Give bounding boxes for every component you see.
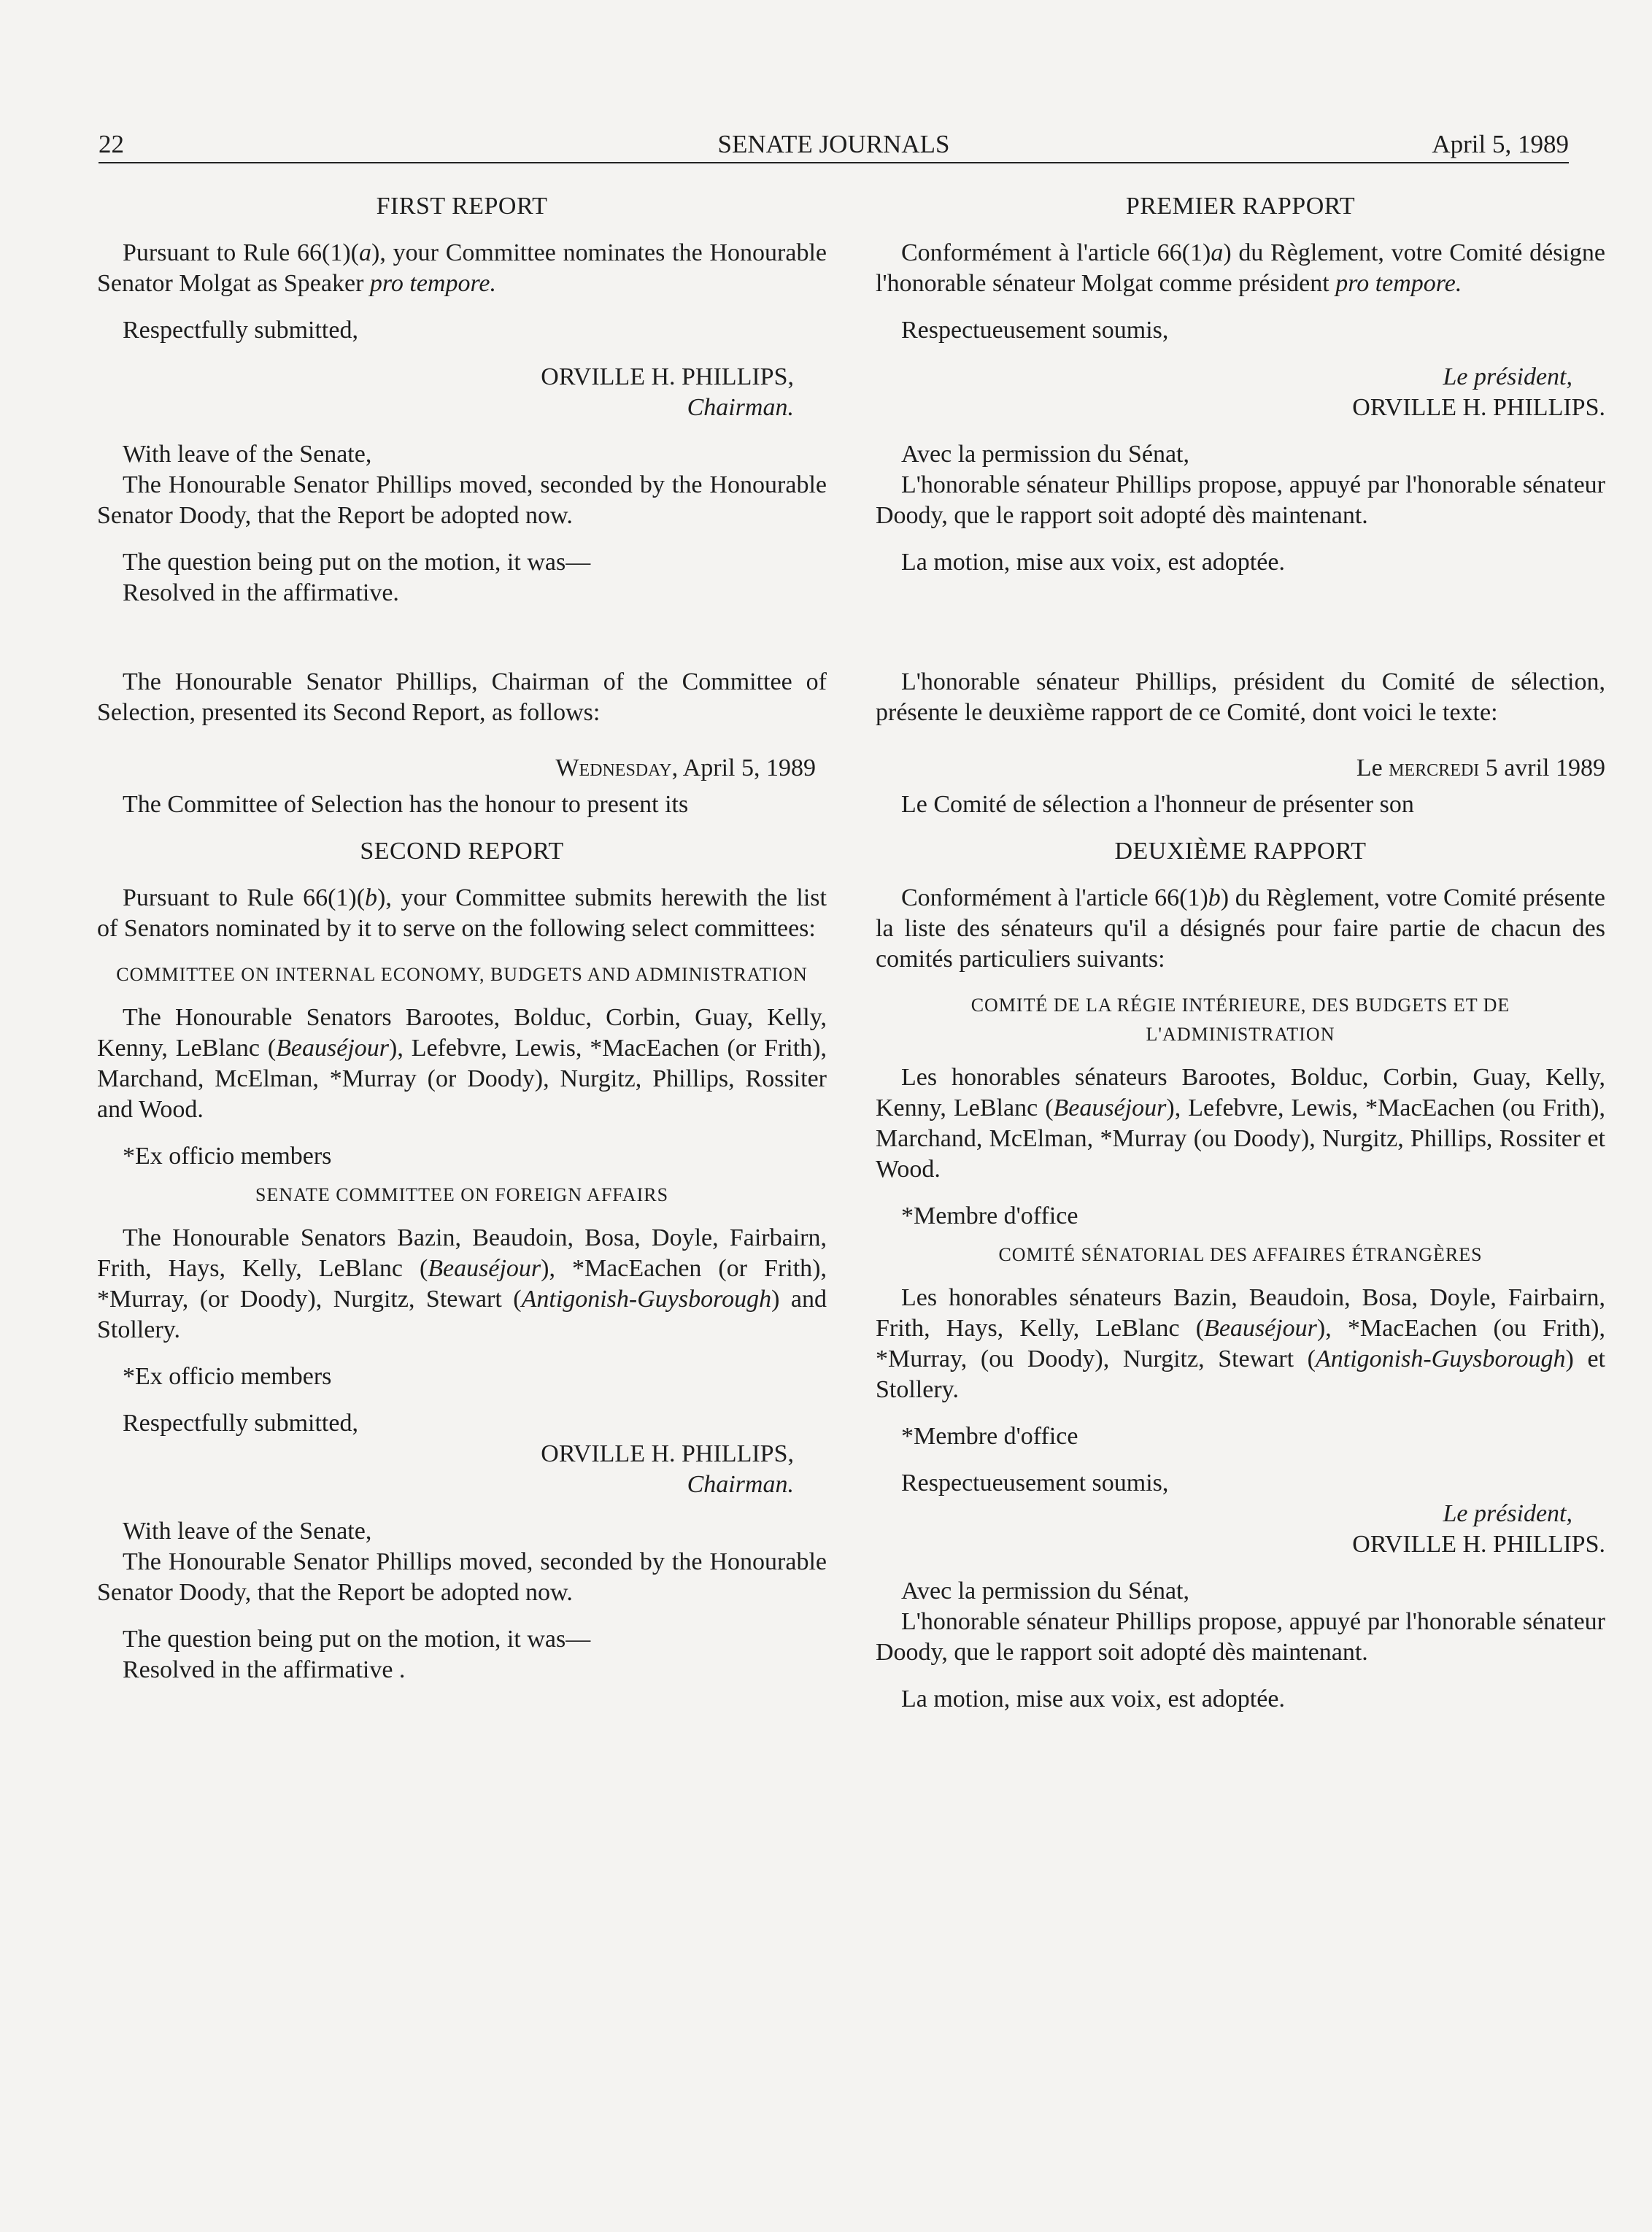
first-report-text: Pursuant to Rule 66(1)(a), your Committee nominates the Honourable Senator Molgat as Speaker pro tempore. — [97, 239, 827, 297]
motion-text: L'honorable sénateur Phillips propose, appuyé par l'honorable sénateur Doody, que le rapport soit adopté dès maintenant. — [876, 471, 1605, 529]
journal-title: SENATE JOURNALS — [717, 130, 950, 158]
committee-internal-economy-title: COMMITTEE ON INTERNAL ECONOMY, BUDGETS AND ADMINISTRATION — [116, 964, 808, 985]
motion-text: L'honorable sénateur Phillips propose, appuyé par l'honorable sénateur Doody, que le rapport soit adopté dès maintenant. — [876, 1608, 1605, 1666]
second-report-text: Conformément à l'article 66(1)b) du Règlement, votre Comité présente la liste des sénateurs qu'il a désignés pour faire partie de chacun des comités particuliers suivants: — [876, 884, 1605, 973]
honour-line: Le Comité de sélection a l'honneur de présenter son — [901, 791, 1414, 818]
chairman-title: Le président, — [1443, 363, 1572, 390]
ex-officio-note: *Ex officio members — [123, 1143, 332, 1170]
first-report-text: Conformément à l'article 66(1)a) du Règlement, votre Comité désigne l'honorable sénateur Molgat comme président pro tempore. — [876, 239, 1605, 297]
ex-officio-note: *Membre d'office — [901, 1423, 1078, 1450]
committee-foreign-affairs-title: SENATE COMMITTEE ON FOREIGN AFFAIRS — [255, 1184, 669, 1205]
respectfully-submitted: Respectueusement soumis, — [901, 1470, 1169, 1497]
leave-of-senate: Avec la permission du Sénat, — [901, 1578, 1190, 1605]
french-column — [876, 191, 1605, 1715]
header-date: April 5, 1989 — [1432, 130, 1569, 158]
ex-officio-note: *Membre d'office — [901, 1202, 1078, 1229]
motion-text: The Honourable Senator Phillips moved, seconded by the Honourable Senator Doody, that the Report be adopted now. — [97, 471, 827, 529]
resolved-text: La motion, mise aux voix, est adoptée. — [901, 1685, 1285, 1712]
report-date: Le mercredi 5 avril 1989 — [1356, 754, 1605, 781]
second-report-heading: SECOND REPORT — [360, 838, 564, 865]
ex-officio-note: *Ex officio members — [123, 1363, 332, 1390]
committee-foreign-affairs-members: The Honourable Senators Bazin, Beaudoin, Bosa, Doyle, Fairbairn, Frith, Hays, Kelly, LeBlanc (Beauséjour), *MacEachen (or Frith), *Murray, (or Doody), Nurgitz, Stewart (Antigonish-Guysborough) and Stollery. — [97, 1224, 827, 1343]
second-report-heading: DEUXIÈME RAPPORT — [1114, 838, 1367, 865]
chairman-name: ORVILLE H. PHILLIPS, — [541, 363, 794, 390]
chairman-name: ORVILLE H. PHILLIPS, — [541, 1440, 794, 1467]
english-column — [97, 191, 827, 1685]
second-report-presented: L'honorable sénateur Phillips, président du Comité de sélection, présente le deuxième rapport de ce Comité, dont voici le texte: — [876, 668, 1605, 726]
leave-of-senate: With leave of the Senate, — [123, 441, 372, 468]
leave-of-senate: With leave of the Senate, — [123, 1518, 372, 1545]
resolved-text: La motion, mise aux voix, est adoptée. — [901, 549, 1285, 576]
question-put: The question being put on the motion, it was— — [123, 549, 591, 576]
committee-internal-economy-members: The Honourable Senators Barootes, Bolduc, Corbin, Guay, Kelly, Kenny, LeBlanc (Beauséjour), Lefebvre, Lewis, *MacEachen (or Frith), Marchand, McElman, *Murray (or Doody), Nurgitz, Phillips, Rossiter and Wood. — [97, 1004, 827, 1123]
first-report-heading: PREMIER RAPPORT — [1125, 193, 1356, 220]
chairman-title: Chairman. — [687, 1471, 794, 1498]
chairman-name: ORVILLE H. PHILLIPS. — [1352, 1531, 1605, 1558]
chairman-name: ORVILLE H. PHILLIPS. — [1352, 394, 1605, 421]
resolved-text: Resolved in the affirmative. — [123, 579, 399, 606]
committee-foreign-affairs-members: Les honorables sénateurs Bazin, Beaudoin, Bosa, Doyle, Fairbairn, Frith, Hays, Kelly, LeBlanc (Beauséjour), *MacEachen (ou Frith), *Murray, (ou Doody), Nurgitz, Stewart (Antigonish-Guysborough) et Stollery. — [876, 1284, 1605, 1403]
motion-text: The Honourable Senator Phillips moved, seconded by the Honourable Senator Doody, that the Report be adopted now. — [97, 1548, 827, 1606]
question-put: The question being put on the motion, it was— — [123, 1626, 591, 1653]
honour-line: The Committee of Selection has the honour to present its — [123, 791, 689, 818]
report-date: Wednesday, April 5, 1989 — [555, 754, 816, 781]
running-header — [99, 125, 1569, 163]
respectfully-submitted: Respectueusement soumis, — [901, 317, 1169, 344]
second-report-text: Pursuant to Rule 66(1)(b), your Committee submits herewith the list of Senators nominated by it to serve on the following select committees: — [97, 884, 827, 942]
respectfully-submitted: Respectfully submitted, — [123, 317, 358, 344]
resolved-text: Resolved in the affirmative . — [123, 1656, 406, 1683]
first-report-heading: FIRST REPORT — [376, 193, 548, 220]
committee-internal-economy-members: Les honorables sénateurs Barootes, Bolduc, Corbin, Guay, Kelly, Kenny, LeBlanc (Beauséjour), Lefebvre, Lewis, *MacEachen (ou Frith), Marchand, McElman, *Murray (ou Doody), Nurgitz, Phillips, Rossiter et Wood. — [876, 1064, 1605, 1183]
committee-internal-economy-title: COMITÉ DE LA RÉGIE INTÉRIEURE, DES BUDGETS ET DE L'ADMINISTRATION — [970, 995, 1510, 1045]
committee-foreign-affairs-title: COMITÉ SÉNATORIAL DES AFFAIRES ÉTRANGÈRES — [998, 1244, 1483, 1265]
leave-of-senate: Avec la permission du Sénat, — [901, 441, 1190, 468]
chairman-title: Le président, — [1443, 1500, 1572, 1527]
respectfully-submitted: Respectfully submitted, — [123, 1410, 358, 1437]
chairman-title: Chairman. — [687, 394, 794, 421]
second-report-presented: The Honourable Senator Phillips, Chairman of the Committee of Selection, presented its Second Report, as follows: — [97, 668, 827, 726]
page-number: 22 — [99, 130, 124, 158]
